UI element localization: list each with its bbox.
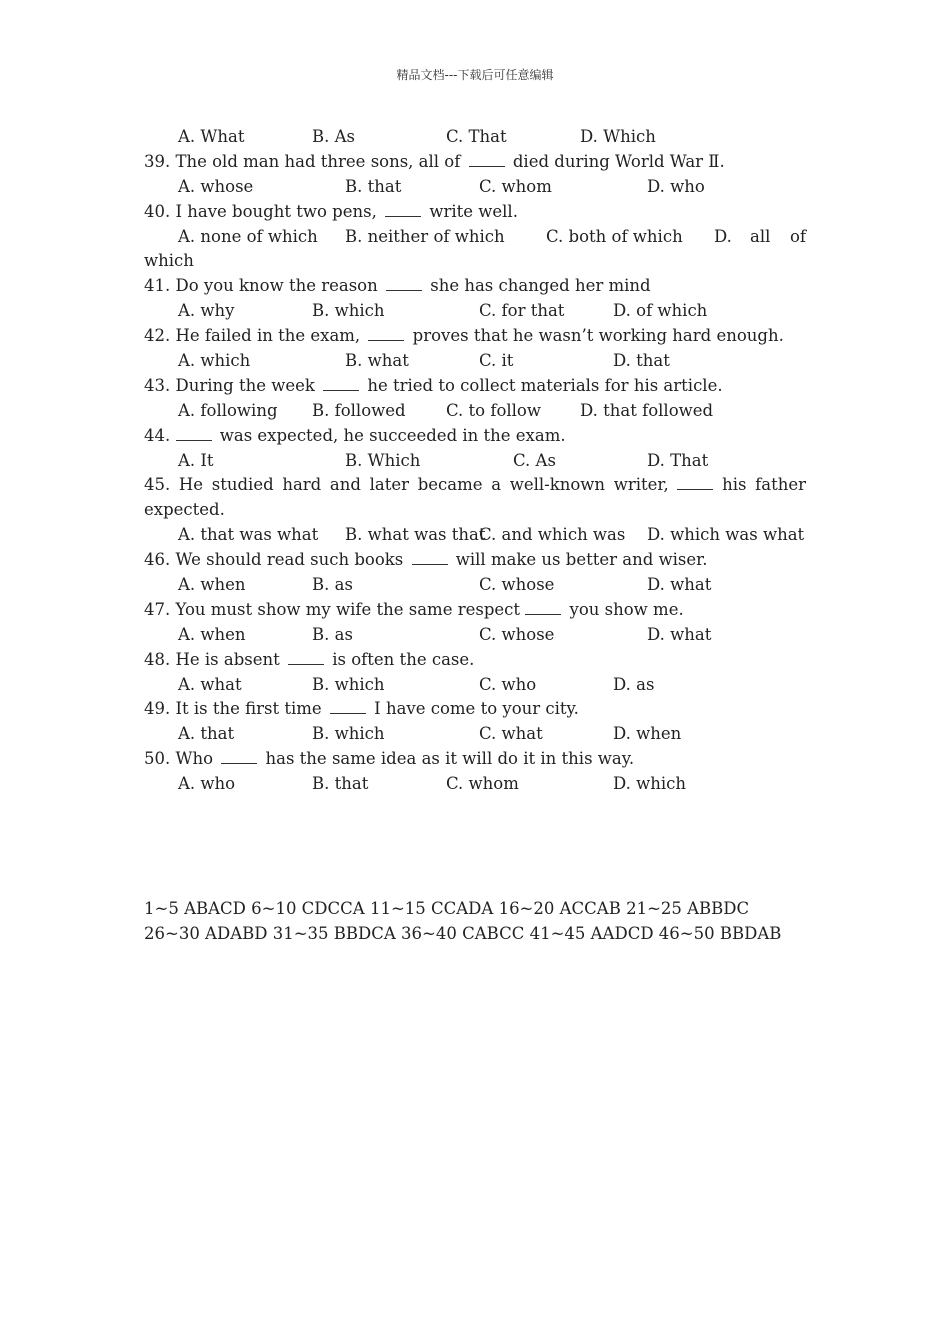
option-a: A. none of which [178,226,318,246]
option-c: C. what [479,724,543,744]
option-c: C. whose [479,575,555,595]
options-row-46 [144,573,806,598]
option-c: C. and which was [479,525,626,545]
option-d: D. which was what [647,525,805,545]
option-d: D. of which [613,301,708,321]
question-word: father [755,475,806,495]
question-word: He [178,475,204,495]
question-text: 49. It is the first time [144,699,327,719]
question-47 [144,598,806,623]
option-d: D. That [647,450,709,470]
option-b: B. as [312,575,353,595]
option-d: D. that [613,351,670,371]
question-word: well-known [509,475,606,495]
question-text: was expected, he succeeded in the exam. [214,425,566,445]
option-a: A. which [178,351,251,371]
answer-blank [469,150,505,167]
option-d: D. when [613,724,682,744]
option-d: D. who [647,176,705,196]
question-text: you show me. [564,599,684,619]
question-word: 45. [144,475,171,495]
question-text: write well. [424,201,518,221]
question-text: will make us better and wiser. [450,550,708,570]
options-row-41 [144,299,806,324]
option-d-word: all [750,226,771,246]
answer-blank [176,424,212,441]
option-a: A. that was what [178,525,319,545]
option-b: B. As [312,127,355,146]
option-d: D. as [613,674,655,694]
option-a: A. when [178,575,246,595]
options-row-45 [144,523,806,548]
answer-key-line-2: 26~30 ADABD 31~35 BBDCA 36~40 CABCC 41~45 AADCD 46~50 BBDAB [144,924,782,943]
option-b: B. what was that [345,525,486,545]
question-text: proves that he wasn’t working hard enough. [407,326,784,346]
question-39 [144,150,806,175]
option-c: C. whose [479,624,555,644]
question-text: died during World War Ⅱ. [507,151,725,171]
option-c: C. whom [479,176,552,196]
question-text: is often the case. [327,649,475,669]
option-a: A. whose [178,176,254,196]
options-row-47 [144,623,806,648]
question-word: writer, [613,475,669,495]
answer-blank [386,274,422,291]
option-d: D. [714,226,732,246]
question-46 [144,548,806,573]
options-row-49 [144,722,806,747]
option-b: B. that [345,176,402,196]
option-b: B. as [312,624,353,644]
option-a: A. following [178,400,278,420]
question-41 [144,274,806,299]
options-row-48 [144,673,806,698]
question-text: 42. He failed in the exam, [144,326,366,346]
options-row-42 [144,349,806,374]
question-text: 44. [144,425,176,445]
option-a: A. what [178,674,242,694]
options-row-40 [144,225,806,250]
answer-blank [677,473,713,490]
answer-blank [412,548,448,565]
question-text: he tried to collect materials for his article. [362,375,723,395]
option-b: B. that [312,774,369,794]
question-50 [144,747,806,772]
option-d: D. that followed [580,400,714,420]
question-text: 40. I have bought two pens, [144,201,383,221]
page-header: 精品文档---下载后可任意编辑 [396,68,554,82]
question-text: 46. We should read such books [144,550,409,570]
answer-blank [323,374,359,391]
option-a: A. why [178,301,235,321]
question-word: hard [282,475,322,495]
option-b: B. followed [312,400,406,420]
question-word: a [491,475,502,495]
options-row-38 [144,125,806,150]
option-b: B. which [312,674,385,694]
option-c: C. whom [446,774,519,794]
question-text: I have come to your city. [368,699,579,719]
option-c: C. That [446,127,507,146]
question-text: has the same idea as it will do it in this way. [260,749,635,769]
question-44 [144,424,806,449]
option-d-word: of [790,226,807,246]
answer-key-line-1: 1~5 ABACD 6~10 CDCCA 11~15 CCADA 16~20 ACCAB 21~25 ABBDC [144,899,750,918]
question-text: 47. You must show my wife the same respect [144,599,526,619]
option-a: A. who [178,774,236,794]
option-b: B. neither of which [345,226,505,246]
options-row-50 [144,772,806,797]
answer-blank [368,324,404,341]
option-a: A. It [178,450,214,470]
question-42 [144,324,806,349]
question-40 [144,200,806,225]
question-word: later [369,475,410,495]
option-c: C. As [513,450,556,470]
answer-blank [525,598,561,615]
quiz-content [144,125,806,797]
option-c: C. for that [479,301,565,321]
option-a: A. What [178,127,245,146]
question-text: 39. The old man had three sons, all of [144,151,466,171]
question-text: 41. Do you know the reason [144,276,383,296]
option-b: B. which [312,301,385,321]
options-row-43 [144,399,806,424]
answer-blank [221,747,257,764]
question-45 [144,473,806,498]
answer-blank [288,648,324,665]
question-word: studied [211,475,274,495]
question-text: she has changed her mind [424,276,651,296]
question-43 [144,374,806,399]
answer-blank [385,200,421,217]
option-d: D. what [647,624,712,644]
options-row-40-cont [144,249,806,274]
option-c: C. both of which [546,226,683,246]
option-a: A. that [178,724,235,744]
option-c: C. it [479,351,514,371]
question-word: became [417,475,483,495]
option-c: C. to follow [446,400,541,420]
option-c: C. who [479,674,537,694]
question-word: and [329,475,361,495]
option-a: A. when [178,624,246,644]
question-text: 48. He is absent [144,649,286,669]
option-d: D. Which [580,127,656,146]
question-word: his [722,475,747,495]
option-b: B. what [345,351,409,371]
option-d: D. which [613,774,687,794]
option-b: B. Which [345,450,421,470]
options-row-39 [144,175,806,200]
question-text: 50. Who [144,749,219,769]
question-49 [144,697,806,722]
question-45-cont [144,498,806,523]
options-row-44 [144,449,806,474]
question-text: expected. [144,500,225,520]
question-48 [144,648,806,673]
option-b: B. which [312,724,385,744]
option-d: D. what [647,575,712,595]
option-d-word: which [144,251,194,271]
question-text: 43. During the week [144,375,321,395]
answer-blank [330,697,366,714]
